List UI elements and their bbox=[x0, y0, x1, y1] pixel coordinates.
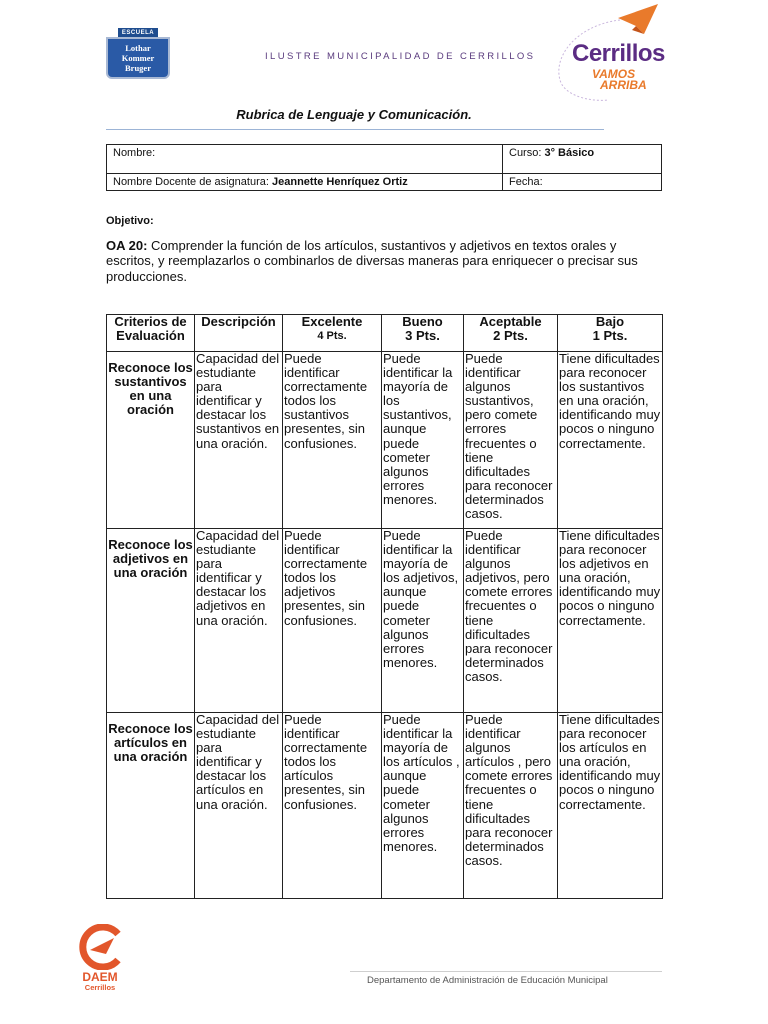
aceptable-cell: Puede identificar algunos artículos , pero comete errores frecuentes o tiene dificultades para reconocer determinados casos. bbox=[464, 713, 558, 899]
header-bajo: Bajo 1 Pts. bbox=[558, 315, 663, 352]
excelente-cell: Puede identificar correctamente todos los adjetivos presentes, sin confusiones. bbox=[283, 529, 382, 713]
municipality-heading: ILUSTRE MUNICIPALIDAD DE CERRILLOS bbox=[265, 51, 536, 62]
badge-top-label: ESCUELA bbox=[118, 28, 158, 38]
header-description: Descripción bbox=[195, 315, 283, 352]
criterion-cell: Reconoce los artículos en una oración bbox=[107, 713, 195, 899]
description-cell: Capacidad del estudiante para identificar y destacar los adjetivos en una oración. bbox=[195, 529, 283, 713]
badge-line: Bruger bbox=[125, 63, 151, 73]
daem-emblem-icon bbox=[74, 924, 126, 970]
bajo-cell: Tiene dificultades para reconocer los adjetivos en una oración, identificando muy pocos o ninguno correctamente. bbox=[558, 529, 663, 713]
bajo-cell: Tiene dificultades para reconocer los sustantivos en una oración, identificando muy pocos o ninguno correctamente. bbox=[558, 352, 663, 529]
name-label: Nombre: bbox=[113, 147, 156, 159]
badge-line: Lothar bbox=[125, 43, 151, 53]
school-badge-logo bbox=[106, 28, 170, 80]
objective-description: Comprender la función de los artículos, sustantivos y adjetivos en textos orales y escritos, y reemplazarlos o combinarlos de diversas maneras para enriquecer o precisar sus producciones. bbox=[106, 238, 638, 284]
brand-sub: VAMOS bbox=[592, 67, 636, 81]
course-value: 3° Básico bbox=[544, 147, 595, 159]
footer-department: Departamento de Administración de Educación Municipal bbox=[367, 975, 608, 986]
excelente-cell: Puede identificar correctamente todos los sustantivos presentes, sin confusiones. bbox=[283, 352, 382, 529]
daem-logo bbox=[72, 924, 128, 996]
criterion-cell: Reconoce los sustantivos en una oración bbox=[107, 352, 195, 529]
objective-text bbox=[106, 238, 662, 284]
points-label: 3 Pts. bbox=[405, 328, 440, 344]
rubric-table bbox=[106, 314, 663, 899]
header-criteria: Criterios de Evaluación bbox=[107, 315, 195, 352]
date-cell[interactable] bbox=[503, 174, 662, 191]
points-label: 2 Pts. bbox=[493, 328, 528, 344]
description-cell: Capacidad del estudiante para identificar y destacar los sustantivos en una oración. bbox=[195, 352, 283, 529]
brand-main: Cerrillos bbox=[572, 40, 665, 67]
bueno-cell: Puede identificar la mayoría de los adjetivos, aunque puede cometer algunos errores menores. bbox=[382, 529, 464, 713]
bajo-cell: Tiene dificultades para reconocer los artículos en una oración, identificando muy pocos o ninguno correctamente. bbox=[558, 713, 663, 899]
course-cell bbox=[503, 145, 662, 174]
bueno-cell: Puede identificar la mayoría de los sustantivos, aunque puede cometer algunos errores menores. bbox=[382, 352, 464, 529]
table-row bbox=[107, 713, 663, 899]
criterion-cell: Reconoce los adjetivos en una oración bbox=[107, 529, 195, 713]
teacher-label: Nombre Docente de asignatura: bbox=[113, 176, 269, 188]
daem-subtitle: Cerrillos bbox=[84, 983, 116, 992]
daem-name: DAEM bbox=[82, 970, 118, 984]
table-row bbox=[107, 352, 663, 529]
header-excelente: Excelente 4 Pts. bbox=[283, 315, 382, 352]
date-label: Fecha: bbox=[509, 176, 543, 188]
excelente-cell: Puede identificar correctamente todos los artículos presentes, sin confusiones. bbox=[283, 713, 382, 899]
objective-label: Objetivo: bbox=[106, 215, 154, 227]
brand-sub: ARRIBA bbox=[600, 78, 647, 92]
aceptable-cell: Puede identificar algunos adjetivos, pero comete errores frecuentes o tiene dificultades para reconocer determinados casos. bbox=[464, 529, 558, 713]
objective-code: OA 20: bbox=[106, 238, 148, 253]
badge-shield bbox=[106, 37, 170, 79]
points-label: 4 Pts. bbox=[317, 330, 347, 343]
cerrillos-logo bbox=[548, 0, 678, 106]
badge-line: Kommer bbox=[121, 53, 155, 63]
description-cell: Capacidad del estudiante para identificar y destacar los artículos en una oración. bbox=[195, 713, 283, 899]
title-divider bbox=[106, 129, 604, 130]
header-bueno: Bueno 3 Pts. bbox=[382, 315, 464, 352]
points-label: 1 Pts. bbox=[592, 328, 628, 344]
rubric-header-row bbox=[107, 315, 663, 352]
header-aceptable: Aceptable 2 Pts. bbox=[464, 315, 558, 352]
table-row bbox=[107, 529, 663, 713]
document-title: Rubrica de Lenguaje y Comunicación. bbox=[236, 107, 472, 122]
aceptable-cell: Puede identificar algunos sustantivos, pero comete errores frecuentes o tiene dificultades para reconocer determinados casos. bbox=[464, 352, 558, 529]
student-info-table bbox=[106, 144, 662, 191]
bueno-cell: Puede identificar la mayoría de los artículos , aunque puede cometer algunos errores menores. bbox=[382, 713, 464, 899]
teacher-cell bbox=[107, 174, 503, 191]
footer-divider bbox=[350, 971, 662, 972]
teacher-value: Jeannette Henríquez Ortiz bbox=[272, 176, 408, 188]
course-label: Curso: bbox=[509, 147, 542, 159]
name-cell[interactable] bbox=[107, 145, 503, 174]
